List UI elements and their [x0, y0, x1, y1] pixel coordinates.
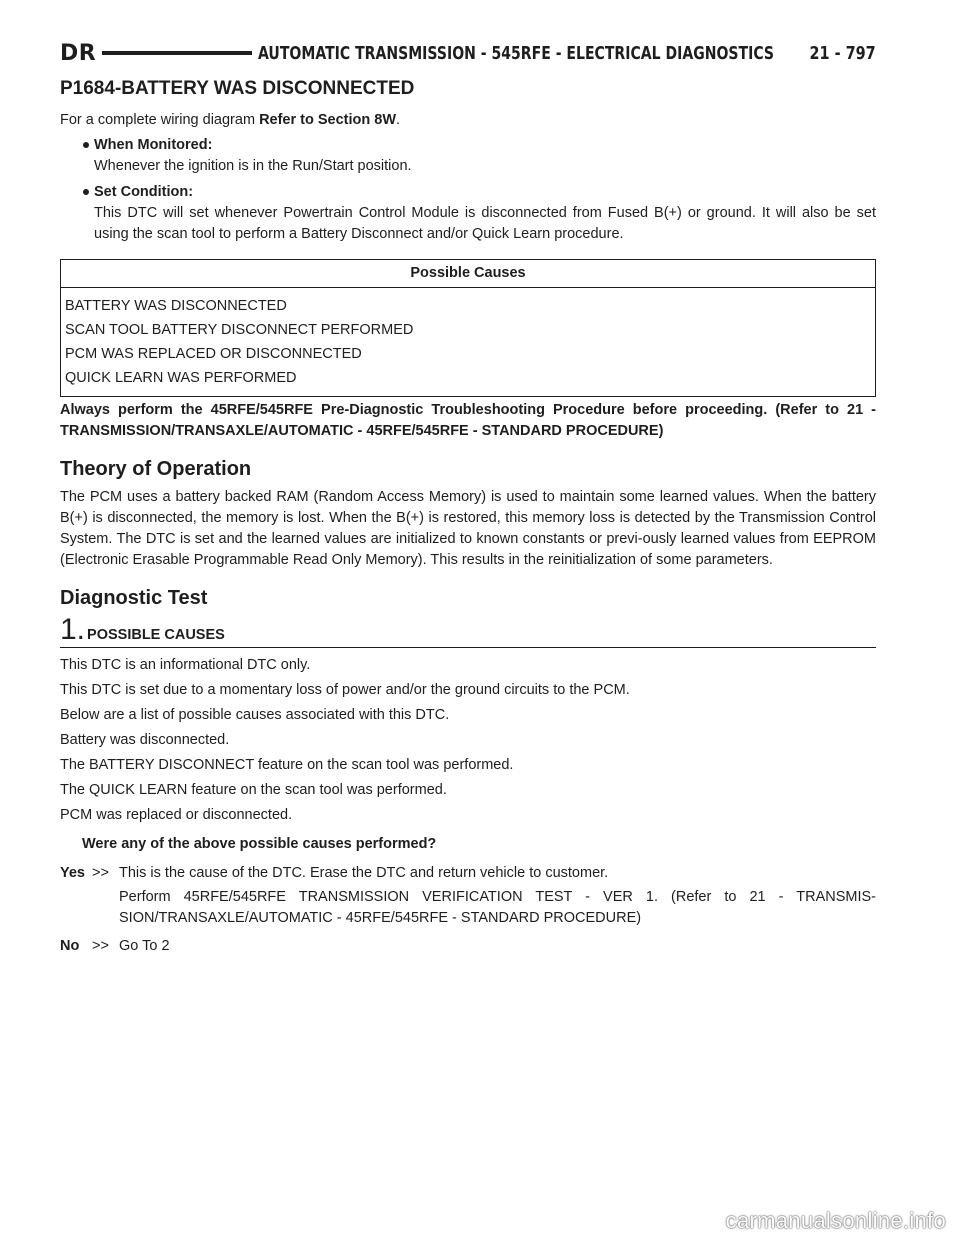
- condition-label: Set Condition:: [94, 184, 194, 200]
- step-line: The BATTERY DISCONNECT feature on the scan tool was performed.: [60, 757, 514, 773]
- cause-item: PCM WAS REPLACED OR DISCONNECTED: [65, 346, 362, 362]
- step-line: Below are a list of possible causes associated with this DTC.: [60, 707, 450, 723]
- section-reference: Refer to Section 8W: [259, 112, 397, 128]
- theory-heading: Theory of Operation: [60, 458, 252, 480]
- cause-item: QUICK LEARN WAS PERFORMED: [65, 370, 297, 386]
- possible-causes-header: Possible Causes: [61, 260, 875, 288]
- condition-label: When Monitored:: [94, 137, 213, 153]
- possible-causes-table: [60, 259, 876, 397]
- step-title: POSSIBLE CAUSES: [87, 627, 225, 643]
- header-code: DR: [60, 40, 97, 66]
- cause-item: BATTERY WAS DISCONNECTED: [65, 298, 287, 314]
- step-heading: [60, 613, 876, 648]
- condition-list: [60, 135, 876, 245]
- cause-item: SCAN TOOL BATTERY DISCONNECT PERFORMED: [65, 322, 414, 338]
- intro-text: For a complete wiring diagram: [60, 112, 260, 128]
- answer-arrow: >>: [92, 938, 109, 954]
- step-line: This DTC is an informational DTC only.: [60, 657, 311, 673]
- header-title: AUTOMATIC TRANSMISSION - 545RFE - ELECTRICAL DIAGNOSTICS: [258, 42, 775, 64]
- diagnostic-heading: Diagnostic Test: [60, 587, 208, 609]
- page-number: 21 - 797: [809, 42, 876, 64]
- manual-page: [60, 36, 876, 964]
- answer-yes: [60, 863, 876, 932]
- condition-text: This DTC will set whenever Powertrain Control Module is disconnected from Fused B(+) or ground. It will also be set using the scan tool to perform a Battery Disconnect and/or Quick Learn procedure.: [94, 205, 876, 242]
- step-line: PCM was replaced or disconnected.: [60, 807, 293, 823]
- condition-when-monitored: [94, 135, 876, 177]
- step-line: Battery was disconnected.: [60, 732, 230, 748]
- answer-body: [119, 936, 876, 960]
- wiring-diagram-note: [60, 110, 876, 131]
- answer-line: Go To 2: [119, 938, 170, 954]
- step-line: This DTC is set due to a momentary loss of power and/or the ground circuits to the PCM.: [60, 682, 630, 698]
- condition-set-condition: [94, 182, 876, 245]
- step-line: The QUICK LEARN feature on the scan tool was performed.: [60, 782, 447, 798]
- bullet-icon: [83, 189, 89, 195]
- possible-causes-body: [61, 288, 875, 396]
- dtc-title: P1684-BATTERY WAS DISCONNECTED: [60, 78, 415, 99]
- running-header: [60, 36, 876, 70]
- watermark: carmanualsonline.info: [725, 1208, 946, 1233]
- header-rule: [102, 51, 252, 55]
- step-question: Were any of the above possible causes performed?: [82, 836, 437, 852]
- answer-key: Yes: [60, 865, 85, 881]
- answer-body: [119, 863, 876, 932]
- answer-line: This is the cause of the DTC. Erase the DTC and return vehicle to customer.: [119, 865, 609, 881]
- bullet-icon: [83, 142, 89, 148]
- step-number: 1.: [60, 613, 86, 646]
- answer-arrow: >>: [92, 865, 109, 881]
- answer-key: No: [60, 938, 80, 954]
- condition-text: Whenever the ignition is in the Run/Start position.: [94, 158, 412, 174]
- answer-no: [60, 936, 876, 960]
- pre-diagnostic-note: Always perform the 45RFE/545RFE Pre-Diagnostic Troubleshooting Procedure before proceeding. (Refer to 21 - TRANSMISSION/TRANSAXLE/AUTOMATIC - 45RFE/545RFE - STANDARD PROCEDURE): [60, 402, 876, 439]
- intro-end: .: [396, 112, 401, 128]
- answer-line: Perform 45RFE/545RFE TRANSMISSION VERIFICATION TEST - VER 1. (Refer to 21 - TRANSMIS-SION/TRANSAXLE/AUTOMATIC - 45RFE/545RFE - STANDARD PROCEDURE): [119, 889, 876, 926]
- theory-text: The PCM uses a battery backed RAM (Random Access Memory) is used to maintain some learned values. When the battery B(+) is disconnected, the memory is lost. When the B(+) is restored, this memory loss is detected by the Transmission Control System. The DTC is set and the learned values are initialized to known constants or previ-ously learned values from EEPROM (Electronic Erasable Programmable Read Only Memory). This results in the reinitialization of some parameters.: [60, 489, 876, 568]
